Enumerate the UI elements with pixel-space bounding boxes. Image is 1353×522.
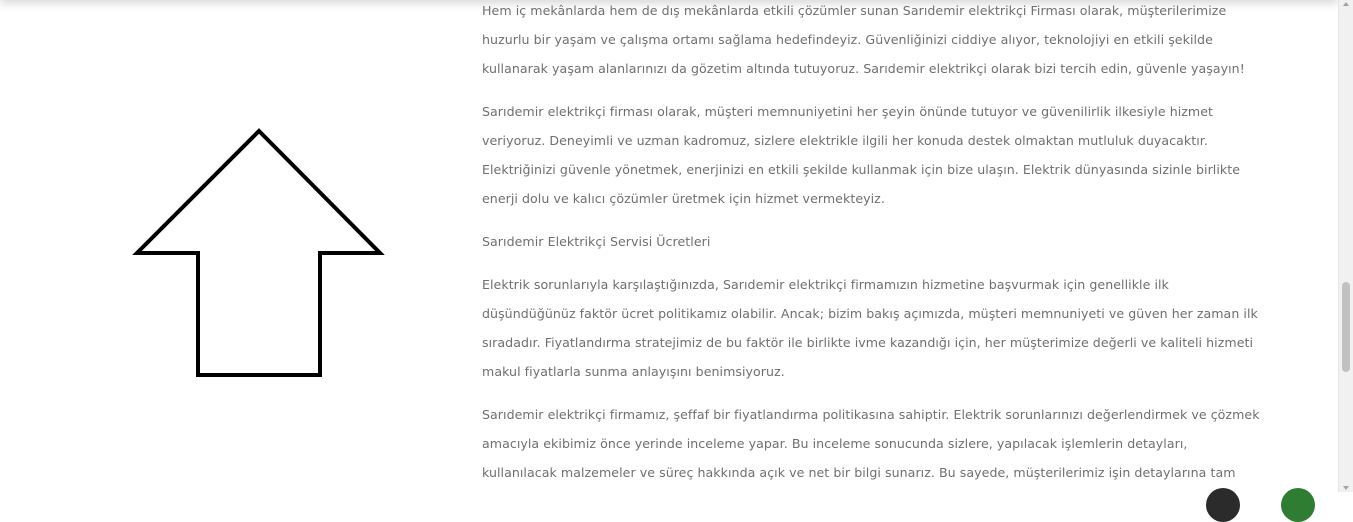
- whatsapp-float-button[interactable]: [1281, 488, 1315, 522]
- phone-float-button[interactable]: [1206, 488, 1240, 522]
- article-content: [482, 0, 1262, 501]
- vertical-scrollbar[interactable]: [1338, 0, 1353, 492]
- article-paragraph-4: Sarıdemir elektrikçi firmamız, şeffaf bir fiyatlandırma politikasına sahiptir. Elektrik sorunlarınızı değerlendirmek ve çözmek amacıyla ekibimiz önce yerinde inceleme yapar. Bu inceleme sonucunda sizlere, yapılacak işlemlerin detayları, kullanılacak malzemeler ve süreç hakkında açık ve net bir bilgi sunarız. Bu sayede, müşterilerimiz işin detaylarına tam: [482, 407, 1260, 480]
- article-paragraph-2: Sarıdemir elektrikçi firması olarak, müşteri memnuniyetini her şeyin önünde tutuyor ve güvenilirlik ilkesiyle hizmet veriyoruz. Deneyimli ve uzman kadromuz, sizlere elektrikle ilgili her konuda destek olmaktan mutluluk duyacaktır. Elektriğinizi güvenle yönetmek, enerjinizi en etkili şekilde kullanmak için bize ulaşın. Elektrik dünyasında sizinle birlikte enerji dolu ve kalıcı çözümler üretmek için hizmet vermekteyiz.: [482, 104, 1241, 206]
- scroll-up-icon[interactable]: [1343, 2, 1349, 6]
- up-arrow-icon: [130, 124, 390, 384]
- article-paragraph-3: Elektrik sorunlarıyla karşılaştığınızda, Sarıdemir elektrikçi firmamızın hizmetine başvurmak için genellikle ilk düşündüğünüz faktör ücret politikamız olabilir. Ancak; bizim bakış açımızda, müşteri memnuniyeti ve güven her zaman ilk sıradadır. Fiyatlandırma stratejimiz de bu faktör ile birlikte ivme kazandığı için, her müşterimize değerli ve kaliteli hizmeti makul fiyatlarla sunma anlayışını benimsiyoruz.: [482, 277, 1258, 379]
- article-paragraph-1: Hem iç mekânlarda hem de dış mekânlarda etkili çözümler sunan Sarıdemir elektrikçi Firması olarak, müşterilerimize huzurlu bir yaşam ve çalışma ortamı sağlama hedefindeyiz. Güvenliğinizi ciddiye alıyor, teknolojiyi en etkili şekilde kullanarak yaşam alanlarınızı da gözetim altında tutuyoruz. Sarıdemir elektrikçi olarak bizi tercih edin, güvenle yaşayın!: [482, 3, 1245, 76]
- scrollbar-thumb[interactable]: [1342, 282, 1350, 372]
- article-subheading: Sarıdemir Elektrikçi Servisi Ücretleri: [482, 234, 711, 249]
- scroll-down-icon[interactable]: [1343, 486, 1349, 490]
